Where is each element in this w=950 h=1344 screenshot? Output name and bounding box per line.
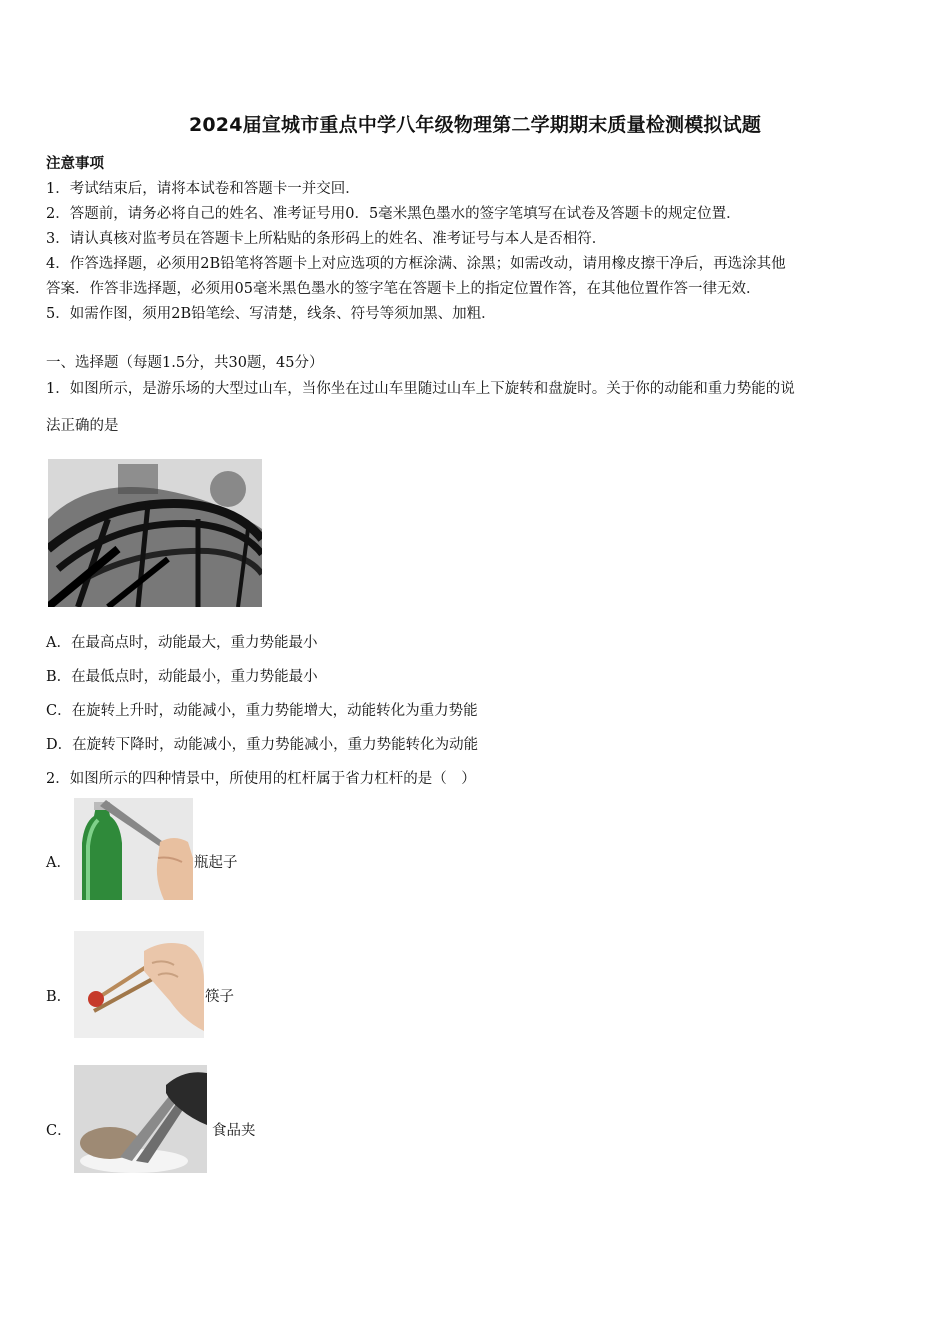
page-title: 2024届宣城市重点中学八年级物理第二学期期末质量检测模拟试题 bbox=[188, 114, 762, 136]
food-tongs-image bbox=[74, 1065, 207, 1173]
option-c: C．在旋转上升时，动能减小，重力势能增大，动能转化为重力势能 bbox=[46, 703, 478, 719]
q2-option-a-letter: A． bbox=[46, 855, 71, 871]
roller-coaster-image bbox=[48, 459, 262, 607]
bottle-opener-image bbox=[74, 798, 193, 900]
notice-item: 5．如需作图，须用2B铅笔绘、写清楚，线条、符号等须加黑、加粗． bbox=[46, 306, 496, 322]
q2-option-b-letter: B． bbox=[46, 989, 72, 1005]
option-b: B．在最低点时，动能最小，重力势能最小 bbox=[46, 669, 318, 685]
q2-option-b-label: 筷子 bbox=[205, 989, 234, 1005]
q2-option-c-label: 食品夹 bbox=[212, 1123, 256, 1139]
q2-option-c-letter: C． bbox=[46, 1123, 72, 1139]
chopsticks-image bbox=[74, 931, 204, 1038]
question-1-stem-cont: 法正确的是 bbox=[46, 418, 119, 434]
option-d: D．在旋转下降时，动能减小，重力势能减小，重力势能转化为动能 bbox=[46, 737, 479, 753]
section-heading: 一、选择题（每题1.5分，共30题，45分） bbox=[46, 355, 324, 371]
option-a: A．在最高点时，动能最大，重力势能最小 bbox=[46, 635, 318, 651]
notice-item: 3．请认真核对监考员在答题卡上所粘贴的条形码上的姓名、准考证号与本人是否相符． bbox=[46, 231, 607, 247]
question-2-stem: 2．如图所示的四种情景中，所使用的杠杆属于省力杠杆的是（ ） bbox=[46, 771, 476, 787]
question-1-stem: 1．如图所示，是游乐场的大型过山车，当你坐在过山车里随过山车上下旋转和盘旋时。关于你的动能和重力势能的说 bbox=[46, 381, 795, 397]
notice-item: 答案．作答非选择题，必须用05毫米黑色墨水的签字笔在答题卡上的指定位置作答，在其他位置作答一律无效． bbox=[46, 281, 761, 297]
q2-option-a-label: 瓶起子 bbox=[194, 855, 238, 871]
notice-heading: 注意事项 bbox=[46, 155, 104, 172]
notice-item: 4．作答选择题，必须用2B铅笔将答题卡上对应选项的方框涂满、涂黑；如需改动，请用橡皮擦干净后，再选涂其他 bbox=[46, 256, 786, 272]
notice-item: 2．答题前，请务必将自己的姓名、准考证号用0．5毫米黑色墨水的签字笔填写在试卷及答题卡的规定位置． bbox=[46, 206, 741, 222]
notice-item: 1．考试结束后，请将本试卷和答题卡一并交回． bbox=[46, 181, 360, 197]
